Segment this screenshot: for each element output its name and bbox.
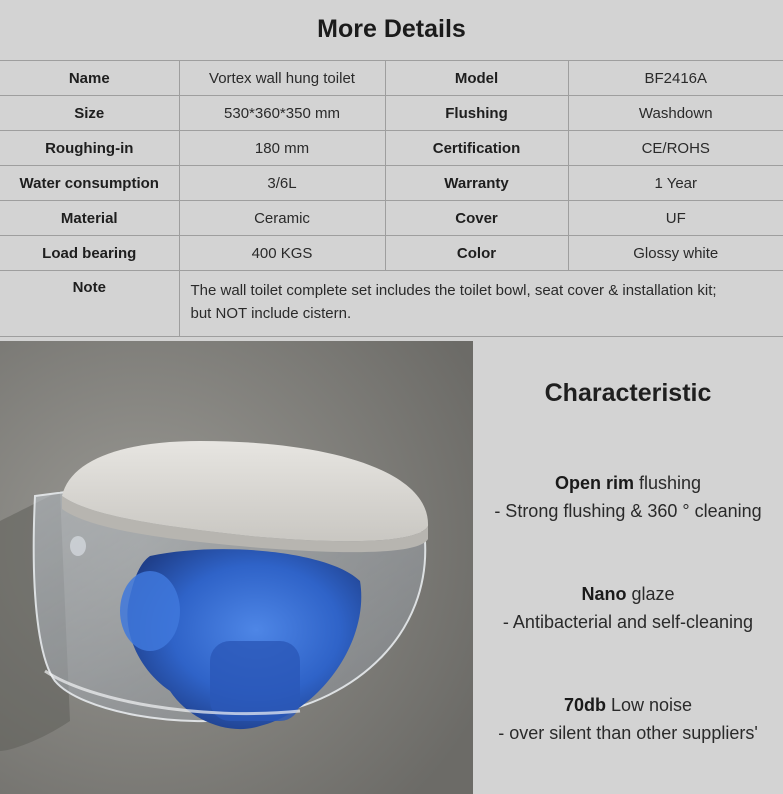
feature-description: - over silent than other suppliers' bbox=[498, 723, 758, 743]
table-row bbox=[0, 61, 783, 96]
spec-key: Cover bbox=[385, 201, 568, 236]
spec-value: 400 KGS bbox=[179, 236, 385, 271]
spec-value: Ceramic bbox=[179, 201, 385, 236]
spec-key: Certification bbox=[385, 131, 568, 166]
spec-key: Roughing-in bbox=[0, 131, 179, 166]
feature-heading bbox=[473, 695, 783, 716]
feature-bold: Open rim bbox=[554, 473, 634, 493]
spec-key: Warranty bbox=[385, 166, 568, 201]
spec-value: 530*360*350 mm bbox=[179, 96, 385, 131]
spec-table bbox=[0, 60, 783, 337]
spec-value: 3/6L bbox=[179, 166, 385, 201]
spec-key: Model bbox=[385, 61, 568, 96]
spec-key: Color bbox=[385, 236, 568, 271]
feature-heading bbox=[473, 473, 783, 494]
product-photo bbox=[0, 341, 473, 794]
section-title: More Details bbox=[317, 14, 466, 43]
feature-heading bbox=[473, 584, 783, 605]
feature-description: - Antibacterial and self-cleaning bbox=[502, 612, 754, 632]
spec-key: Load bearing bbox=[0, 236, 179, 271]
feature-rest: Low noise bbox=[605, 695, 693, 715]
table-row bbox=[0, 201, 783, 236]
table-row bbox=[0, 131, 783, 166]
characteristic-panel bbox=[473, 341, 783, 794]
toilet-illustration bbox=[0, 341, 473, 794]
note-line: but NOT include cistern. bbox=[190, 305, 352, 322]
spec-value: UF bbox=[568, 201, 783, 236]
spec-key: Size bbox=[0, 96, 179, 131]
spec-value: Glossy white bbox=[568, 236, 783, 271]
feature-rest: flushing bbox=[633, 473, 702, 493]
feature-bold: Nano bbox=[581, 584, 627, 604]
spec-key: Water consumption bbox=[0, 166, 179, 201]
table-row bbox=[0, 96, 783, 131]
feature-rest: glaze bbox=[626, 584, 675, 604]
feature-bold: 70db bbox=[563, 695, 606, 715]
note-text bbox=[179, 271, 783, 337]
spec-value: Washdown bbox=[568, 96, 783, 131]
note-row bbox=[0, 271, 783, 337]
spec-key: Material bbox=[0, 201, 179, 236]
feature-description: - Strong flushing & 360 ° cleaning bbox=[494, 501, 762, 521]
note-label: Note bbox=[0, 271, 179, 337]
spec-key: Flushing bbox=[385, 96, 568, 131]
spec-value: BF2416A bbox=[568, 61, 783, 96]
spec-key: Name bbox=[0, 61, 179, 96]
spec-value: Vortex wall hung toilet bbox=[179, 61, 385, 96]
spec-value: 180 mm bbox=[179, 131, 385, 166]
note-line: The wall toilet complete set includes the toilet bowl, seat cover & installation kit; bbox=[190, 282, 717, 299]
spec-value: 1 Year bbox=[568, 166, 783, 201]
table-row bbox=[0, 166, 783, 201]
spec-value: CE/ROHS bbox=[568, 131, 783, 166]
characteristic-title: Characteristic bbox=[544, 379, 712, 407]
table-row bbox=[0, 236, 783, 271]
